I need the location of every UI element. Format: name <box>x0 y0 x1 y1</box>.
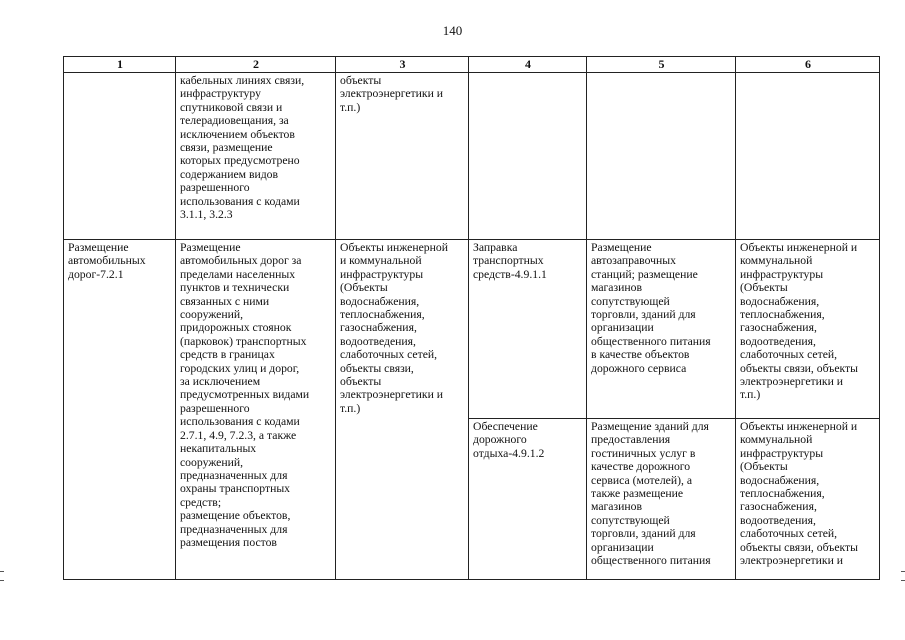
table-cell <box>336 240 469 580</box>
cell-text-line: телерадиовещания, за <box>180 114 289 128</box>
cell-text-line: сооружений, <box>180 455 244 469</box>
cell-text-line: магазинов <box>591 500 642 514</box>
cell-text-line: использования с кодами <box>180 415 300 429</box>
cell-text-line: водоотведения, <box>340 334 416 348</box>
cell-text-line: связанных с ними <box>180 294 270 308</box>
cell-text-line: Заправка <box>473 241 518 254</box>
cell-text-line: газоснабжения, <box>740 500 817 514</box>
cell-text-line: пунктов и технически <box>180 281 290 295</box>
cell-text-line: сопутствующей <box>591 294 670 308</box>
cell-text-line: размещения постов <box>180 535 277 549</box>
cell-text-line: станций; размещение <box>591 267 698 281</box>
cell-text-line: общественного питания <box>591 554 711 568</box>
cell-text-line: дорог-7.2.1 <box>68 267 124 281</box>
page-number: 140 <box>442 23 463 38</box>
cell-text-line: инфраструктуры <box>340 267 424 281</box>
scan-mark <box>901 580 905 581</box>
cell-text-line: теплоснабжения, <box>340 308 425 322</box>
cell-text-line: качестве дорожного <box>591 460 691 474</box>
cell-text-line: организации <box>591 540 654 554</box>
table-row <box>64 240 880 419</box>
scan-mark <box>0 580 4 581</box>
cell-text-line: газоснабжения, <box>740 321 817 335</box>
table-cell <box>587 73 736 240</box>
cell-text-line: 2.7.1, 4.9, 7.2.3, а также <box>180 428 297 442</box>
cell-text-line: содержанием видов <box>180 167 279 181</box>
permitted-use-table <box>63 56 880 580</box>
cell-text-line: торговли, зданий для <box>591 308 696 322</box>
cell-text-line: инфраструктуру <box>180 87 261 101</box>
table-cell <box>64 73 176 240</box>
cell-text-line: разрешенного <box>180 401 250 415</box>
cell-text-line: водоснабжения, <box>740 294 820 308</box>
table-cell <box>64 240 176 580</box>
cell-text-line: в качестве объектов <box>591 348 690 362</box>
cell-text-line: использования с кодами <box>180 194 300 208</box>
cell-text-line: объекты связи, <box>340 361 414 375</box>
cell-text-line: автомобильных <box>68 254 146 268</box>
cell-text-line: (Объекты <box>740 281 788 295</box>
cell-text-line: электроэнергетики и <box>740 375 844 389</box>
cell-text-line: теплоснабжения, <box>740 487 825 501</box>
table-cell <box>469 240 587 419</box>
cell-text-line: связи, размещение <box>180 141 273 155</box>
cell-text-line: слаботочных сетей, <box>740 348 838 362</box>
cell-text-line: т.п.) <box>740 388 761 402</box>
cell-text-line: Объекты инженерной и <box>740 420 858 433</box>
scan-mark <box>0 571 4 572</box>
cell-text-line: дорожного сервиса <box>591 361 687 375</box>
cell-text-line: пределами населенных <box>180 267 296 281</box>
cell-text-line: электроэнергетики и <box>740 554 844 568</box>
column-number: 5 <box>587 57 736 73</box>
cell-text-line: гостиничных услуг в <box>591 446 696 460</box>
cell-text-line: за исключением <box>180 375 261 389</box>
column-number: 4 <box>469 57 587 73</box>
cell-text-line: теплоснабжения, <box>740 308 825 322</box>
cell-text-line: объекты связи, объекты <box>740 540 858 554</box>
table-cell <box>176 240 336 580</box>
cell-text-line: сервиса (мотелей), а <box>591 473 693 487</box>
cell-text-line: сопутствующей <box>591 513 670 527</box>
table-cell <box>736 419 880 580</box>
table-cell <box>587 419 736 580</box>
cell-text-line: предназначенных для <box>180 522 288 536</box>
cell-text-line: автомобильных дорог за <box>180 254 302 268</box>
cell-text-line: кабельных линиях связи, <box>180 74 305 87</box>
cell-text-line: водоснабжения, <box>340 294 420 308</box>
cell-text-line: Размещение <box>68 241 129 254</box>
table-cell <box>587 240 736 419</box>
cell-text-line: объекты <box>340 74 382 87</box>
cell-text-line: средств в границах <box>180 348 275 362</box>
cell-text-line: (парковок) транспортных <box>180 334 307 348</box>
cell-text-line: спутниковой связи и <box>180 100 283 114</box>
cell-text-line: т.п.) <box>340 401 361 415</box>
table-cell <box>469 73 587 240</box>
column-number: 1 <box>64 57 176 73</box>
cell-text-line: магазинов <box>591 281 642 295</box>
column-number: 2 <box>176 57 336 73</box>
cell-text-line: водоснабжения, <box>740 473 820 487</box>
table-row <box>64 73 880 240</box>
cell-text-line: городских улиц и дорог, <box>180 361 300 375</box>
cell-text-line: отдыха-4.9.1.2 <box>473 446 545 460</box>
cell-text-line: организации <box>591 321 654 335</box>
cell-text-line: Обеспечение <box>473 420 538 433</box>
cell-text-line: инфраструктуры <box>740 267 824 281</box>
cell-text-line: предназначенных для <box>180 468 288 482</box>
cell-text-line: Объекты инженерной и <box>740 241 858 254</box>
cell-text-line: общественного питания <box>591 334 711 348</box>
cell-text-line: транспортных <box>473 254 544 268</box>
cell-text-line: (Объекты <box>740 460 788 474</box>
cell-text-line: слаботочных сетей, <box>340 348 438 362</box>
cell-text-line: сооружений, <box>180 308 244 322</box>
cell-text-line: также размещение <box>591 487 684 501</box>
table-cell <box>736 73 880 240</box>
cell-text-line: некапитальных <box>180 442 257 456</box>
cell-text-line: газоснабжения, <box>340 321 417 335</box>
cell-text-line: объекты связи, объекты <box>740 361 858 375</box>
column-number: 6 <box>736 57 880 73</box>
cell-text-line: водоотведения, <box>740 513 816 527</box>
column-number: 3 <box>336 57 469 73</box>
cell-text-line: Размещение <box>180 241 241 254</box>
cell-text-line: придорожных стоянок <box>180 321 292 335</box>
cell-text-line: (Объекты <box>340 281 388 295</box>
table-cell <box>176 73 336 240</box>
cell-text-line: и коммунальной <box>340 254 422 268</box>
cell-text-line: слаботочных сетей, <box>740 527 838 541</box>
cell-text-line: средств-4.9.1.1 <box>473 267 547 281</box>
cell-text-line: размещение объектов, <box>180 509 291 523</box>
cell-text-line: предоставления <box>591 433 671 447</box>
cell-text-line: средств; <box>180 495 222 509</box>
cell-text-line: электроэнергетики и <box>340 388 444 402</box>
cell-text-line: разрешенного <box>180 181 250 195</box>
cell-text-line: исключением объектов <box>180 127 295 141</box>
cell-text-line: водоотведения, <box>740 334 816 348</box>
cell-text-line: электроэнергетики и <box>340 87 444 101</box>
cell-text-line: которых предусмотрено <box>180 154 300 168</box>
cell-text-line: т.п.) <box>340 100 361 114</box>
table-cell <box>469 419 587 580</box>
cell-text-line: дорожного <box>473 433 527 447</box>
cell-text-line: охраны транспортных <box>180 482 291 496</box>
cell-text-line: Объекты инженерной <box>340 241 448 254</box>
cell-text-line: Размещение зданий для <box>591 420 709 433</box>
cell-text-line: автозаправочных <box>591 254 676 268</box>
cell-text-line: коммунальной <box>740 433 813 447</box>
table-cell <box>736 240 880 419</box>
cell-text-line: коммунальной <box>740 254 813 268</box>
cell-text-line: Размещение <box>591 241 652 254</box>
table-cell <box>336 73 469 240</box>
scan-mark <box>901 571 905 572</box>
cell-text-line: 3.1.1, 3.2.3 <box>180 208 233 222</box>
cell-text-line: предусмотренных видами <box>180 388 310 402</box>
column-number-row <box>64 57 880 73</box>
cell-text-line: объекты <box>340 375 382 389</box>
cell-text-line: торговли, зданий для <box>591 527 696 541</box>
cell-text-line: инфраструктуры <box>740 446 824 460</box>
